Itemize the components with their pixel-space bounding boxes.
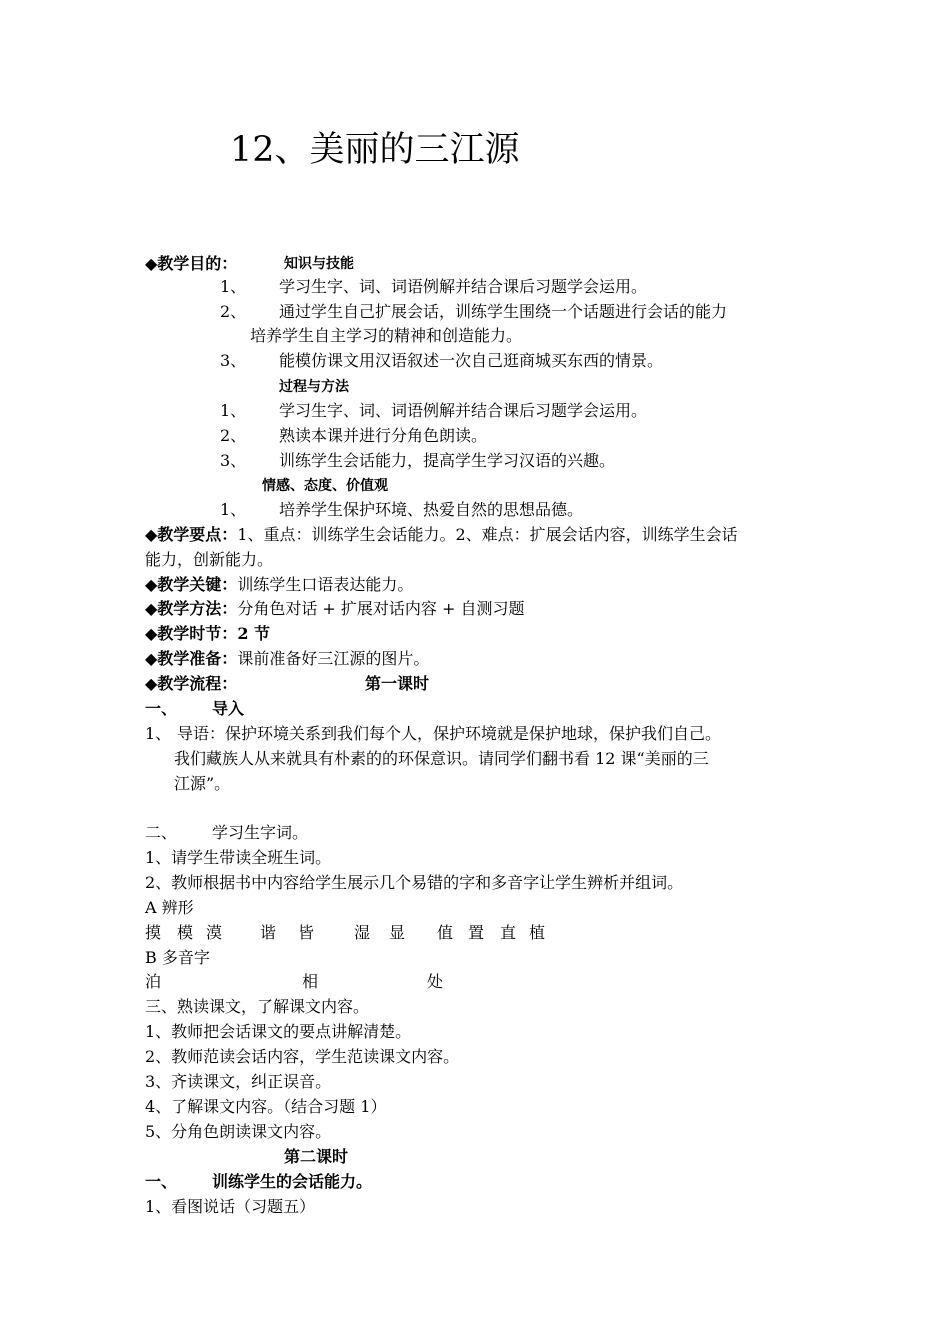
s2-line-1: 1、请学生带读全班生词。: [145, 848, 332, 867]
process-item-2-num: 2、: [220, 426, 247, 445]
hours-label: ◆教学时节：: [145, 624, 238, 643]
knowledge-item-3-text: 能模仿课文用汉语叙述一次自己逛商城买东西的情景。: [279, 351, 664, 370]
lesson2-num: 一、: [145, 1172, 178, 1191]
shape-char: 漠: [206, 923, 223, 942]
method-row: [145, 597, 524, 621]
objectives-label: ◆教学目的：: [145, 254, 238, 273]
shape-char: 皆: [298, 923, 315, 942]
s1-item-num: 1、: [145, 724, 172, 743]
shape-char: 置: [468, 923, 485, 942]
shape-char: 直: [500, 923, 517, 942]
s2-line-3: A 辨形: [145, 898, 194, 917]
prep-row: [145, 647, 429, 671]
emotion-item-1-num: 1、: [220, 500, 247, 519]
s1-line-3: 江源”。: [174, 774, 231, 793]
process-item-3-num: 3、: [220, 451, 247, 470]
s2-heading: 学习生字词。: [212, 823, 309, 842]
shape-char: 摸: [145, 923, 162, 942]
prep-text: 课前准备好三江源的图片。: [237, 649, 430, 668]
hours-row: [145, 622, 270, 646]
knowledge-item-3-num: 3、: [220, 351, 247, 370]
lesson2-title: 训练学生的会话能力。: [212, 1172, 373, 1191]
emotion-item-1-text: 培养学生保护环境、热爱自然的思想品德。: [279, 500, 584, 519]
shape-char: 模: [177, 923, 194, 942]
process-heading: 过程与方法: [279, 379, 349, 395]
knowledge-item-2-cont: 培养学生自主学习的精神和创造能力。: [250, 326, 523, 345]
poly-char: 泊: [145, 972, 162, 991]
shape-char: 湿: [354, 923, 371, 942]
lesson2-heading: 第二课时: [284, 1147, 349, 1166]
shape-char: 值: [437, 923, 454, 942]
s1-line-1: 导语：保护环境关系到我们每个人，保护环境就是保护地球，保护我们自己。: [177, 724, 722, 743]
s3-line-4: 3、齐读课文，纠正误音。: [145, 1072, 332, 1091]
s1-line-2: 我们藏族人从来就具有朴素的的环保意识。请同学们翻书看 12 课“美丽的三: [174, 749, 709, 768]
knowledge-item-1-num: 1、: [220, 277, 247, 296]
method-text: 分角色对话 + 扩展对话内容 + 自测习题: [237, 599, 525, 618]
key-row: [145, 573, 413, 597]
process-item-1-text: 学习生字、词、词语例解并结合课后习题学会运用。: [279, 401, 648, 420]
key-points-row: [145, 523, 738, 547]
s2-line-2: 2、教师根据书中内容给学生展示几个易错的字和多音字让学生辨析并组词。: [145, 873, 684, 892]
knowledge-heading: 知识与技能: [284, 256, 354, 272]
shape-char: 植: [529, 923, 546, 942]
prep-label: ◆教学准备：: [145, 649, 238, 668]
s1-num: 一、: [145, 699, 178, 718]
s3-line-1: 三、熟读课文，了解课文内容。: [145, 997, 370, 1016]
document-title: 12、美丽的三江源: [230, 130, 520, 170]
poly-label: B 多音字: [145, 948, 210, 967]
lesson2-item: 1、看图说话（习题五）: [145, 1197, 316, 1216]
shape-char: 显: [389, 923, 406, 942]
key-points-label: ◆教学要点：: [145, 525, 238, 544]
knowledge-item-1-text: 学习生字、词、词语例解并结合课后习题学会运用。: [279, 277, 648, 296]
s3-line-2: 1、教师把会话课文的要点讲解清楚。: [145, 1022, 412, 1041]
knowledge-item-2-num: 2、: [220, 302, 247, 321]
knowledge-item-2-text: 通过学生自己扩展会话，训练学生围绕一个话题进行会话的能力: [279, 302, 728, 321]
s2-num: 二、: [145, 823, 178, 842]
lesson1-heading: 第一课时: [365, 674, 430, 693]
s3-line-6: 5、分角色朗读课文内容。: [145, 1122, 332, 1141]
s3-line-3: 2、教师范读会话内容，学生范读课文内容。: [145, 1047, 460, 1066]
hours-text: 2 节: [237, 624, 271, 643]
process-item-1-num: 1、: [220, 401, 247, 420]
s1-heading: 导入: [212, 699, 245, 718]
key-label: ◆教学关键：: [145, 575, 238, 594]
emotion-heading: 情感、态度、价值观: [262, 478, 388, 494]
process-item-2-text: 熟读本课并进行分角色朗读。: [279, 426, 488, 445]
key-text: 训练学生口语表达能力。: [237, 575, 414, 594]
s3-line-5: 4、了解课文内容。（结合习题 1）: [145, 1097, 387, 1116]
key-points-cont: 能力，创新能力。: [145, 550, 274, 569]
poly-char: 处: [427, 972, 444, 991]
flow-label: ◆教学流程：: [145, 674, 238, 693]
key-points-text: 1、重点：训练学生会话能力。2、难点：扩展会话内容，训练学生会话: [237, 525, 738, 544]
poly-char: 相: [302, 972, 319, 991]
process-item-3-text: 训练学生会话能力，提高学生学习汉语的兴趣。: [279, 451, 616, 470]
method-label: ◆教学方法：: [145, 599, 238, 618]
shape-char: 谐: [260, 923, 277, 942]
